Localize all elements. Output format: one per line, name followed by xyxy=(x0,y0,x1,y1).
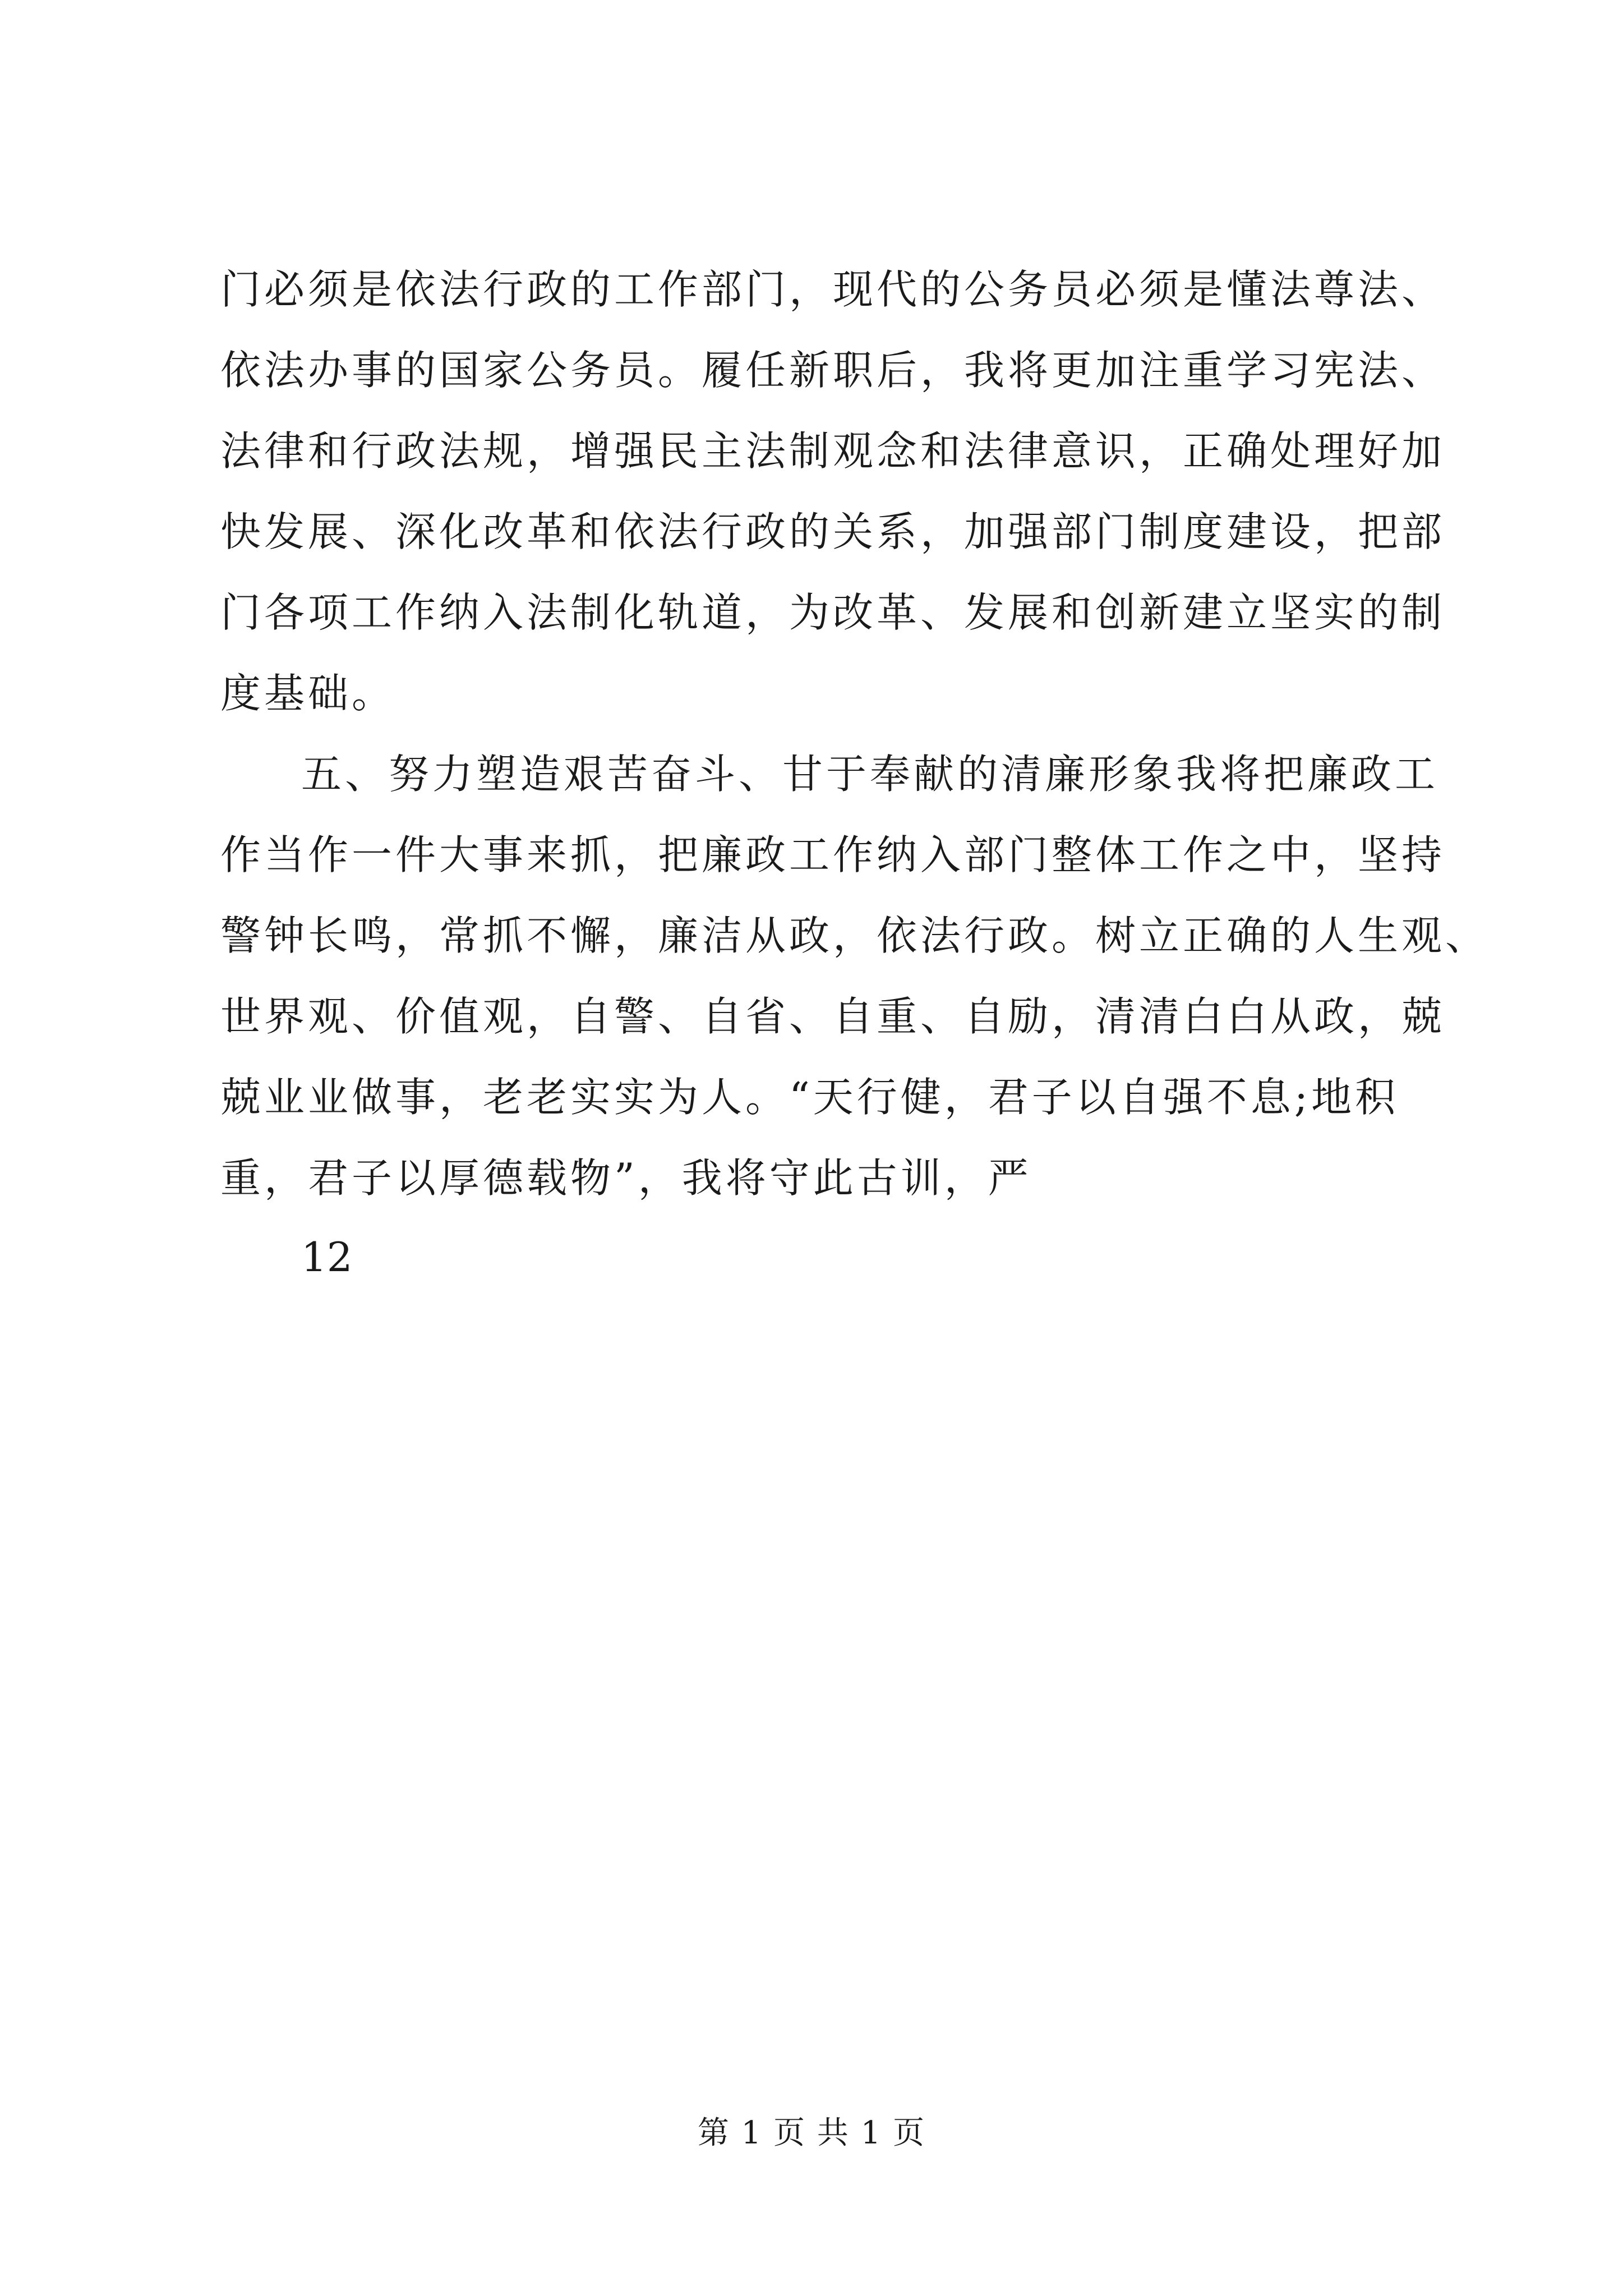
text-line-4: 快发展、深化改革和依法行政的关系，加强部门制度建设，把部 xyxy=(220,508,1446,555)
text-line-7: 五、努力塑造艰苦奋斗、甘于奉献的清廉形象我将把廉政工 xyxy=(301,751,1439,798)
text-line-10: 世界观、价值观，自警、自省、自重、自励，清清白白从政，兢 xyxy=(220,993,1446,1040)
text-line-3: 法律和行政法规，增强民主法制观念和法律意识，正确处理好加 xyxy=(220,427,1446,475)
page-marker: 12 xyxy=(301,1234,353,1281)
text-line-8: 作当作一件大事来抓，把廉政工作纳入部门整体工作之中，坚持 xyxy=(220,831,1446,878)
text-line-2: 依法办事的国家公务员。履任新职后，我将更加注重学习宪法、 xyxy=(220,347,1446,394)
text-line-12: 重，君子以厚德载物”，我将守此古训，严 xyxy=(220,1154,1032,1202)
text-line-5: 门各项工作纳入法制化轨道，为改革、发展和创新建立坚实的制 xyxy=(220,589,1446,636)
page-footer: 第 1 页 共 1 页 xyxy=(697,2115,926,2151)
text-line-6: 度基础。 xyxy=(220,670,396,717)
text-line-11: 兢业业做事，老老实实为人。“天行健，君子以自强不息;地积 xyxy=(220,1074,1399,1121)
text-line-9: 警钟长鸣，常抓不懈，廉洁从政，依法行政。树立正确的人生观、 xyxy=(220,912,1490,959)
text-line-1: 门必须是依法行政的工作部门，现代的公务员必须是懂法尊法、 xyxy=(220,266,1446,313)
